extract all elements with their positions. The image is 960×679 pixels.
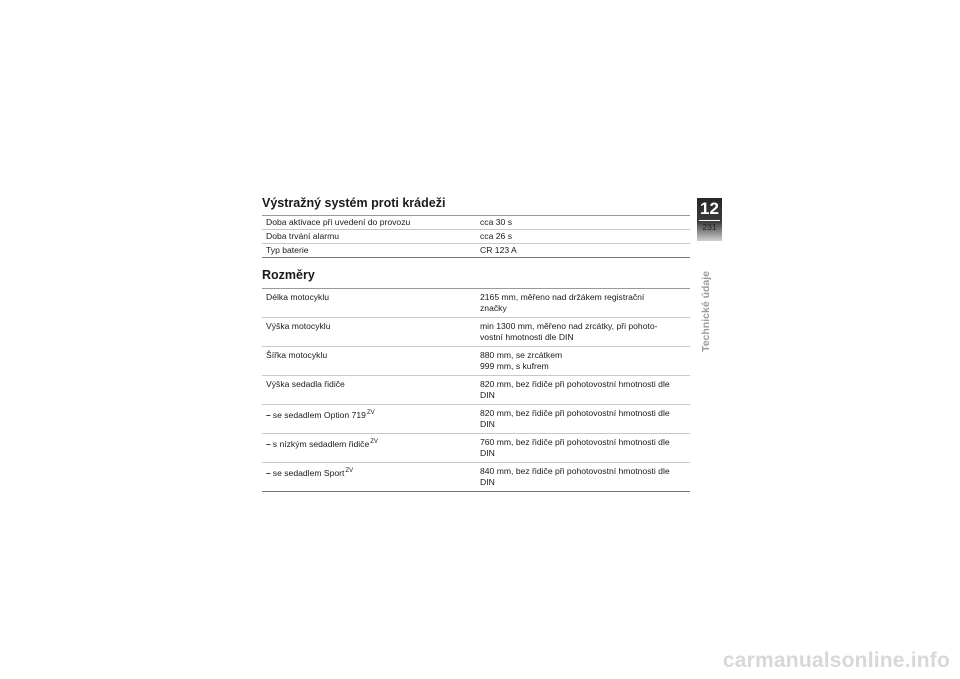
label-text: s nízkým sedadlem řidiče: [272, 439, 370, 449]
row-label: Výška motocyklu: [262, 318, 480, 347]
table-row: [262, 289, 690, 318]
watermark: carmanualsonline.info: [722, 649, 950, 672]
dash-marker: –: [266, 439, 271, 449]
value-line: vostní hmotnosti dle DIN: [480, 332, 574, 342]
tab-divider: [699, 220, 720, 221]
row-value: [480, 347, 690, 376]
row-value: [480, 463, 690, 492]
row-value: [480, 376, 690, 405]
chapter-number: 12: [700, 199, 719, 218]
page-number: 231: [702, 222, 717, 232]
value-line: 820 mm, bez řidiče při pohotovostní hmotnosti dle: [480, 379, 670, 389]
value-line: 820 mm, bez řidiče při pohotovostní hmotnosti dle: [480, 408, 670, 418]
row-label: [262, 434, 480, 463]
option-marker: ZV: [370, 439, 378, 445]
table-row: [262, 376, 690, 405]
row-value: [480, 289, 690, 318]
row-value: cca 26 s: [480, 230, 690, 244]
side-title-text: Technické údaje: [700, 271, 712, 352]
value-line: značky: [480, 303, 507, 313]
value-line: 840 mm, bez řidiče při pohotovostní hmotnosti dle: [480, 466, 670, 476]
table-row: [262, 347, 690, 376]
row-label: [262, 405, 480, 434]
value-line: 999 mm, s kufrem: [480, 361, 549, 371]
row-label: Šířka motocyklu: [262, 347, 480, 376]
row-value: CR 123 A: [480, 244, 690, 258]
row-label: Doba trvání alarmu: [262, 230, 480, 244]
table-row: [262, 434, 690, 463]
table-row: [262, 216, 690, 230]
value-line: min 1300 mm, měřeno nad zrcátky, při pohoto-: [480, 321, 658, 331]
alarm-section-title: Výstražný systém proti krádeži: [262, 196, 446, 210]
value-line: 880 mm, se zrcátkem: [480, 350, 563, 360]
table-row: [262, 244, 690, 258]
row-label: Výška sedadla řidiče: [262, 376, 480, 405]
value-line: DIN: [480, 448, 495, 458]
alarm-table: [262, 215, 690, 258]
label-text: se sedadlem Sport: [272, 468, 345, 478]
table-row: [262, 318, 690, 347]
dimensions-section-title: Rozměry: [262, 268, 315, 282]
row-value: [480, 434, 690, 463]
row-value: [480, 318, 690, 347]
row-value: cca 30 s: [480, 216, 690, 230]
value-line: 760 mm, bez řidiče při pohotovostní hmotnosti dle: [480, 437, 670, 447]
row-label: Doba aktivace při uvedení do provozu: [262, 216, 480, 230]
row-value: [480, 405, 690, 434]
value-line: DIN: [480, 419, 495, 429]
label-text: se sedadlem Option 719: [272, 410, 366, 420]
table-row: [262, 230, 690, 244]
row-label: Délka motocyklu: [262, 289, 480, 318]
option-marker: ZV: [366, 410, 375, 416]
dash-marker: –: [266, 410, 271, 420]
page-content: [262, 195, 690, 492]
row-label: Typ baterie: [262, 244, 480, 258]
table-row: [262, 463, 690, 492]
chapter-tab: [697, 198, 722, 241]
dash-marker: –: [266, 468, 271, 478]
table-row: [262, 405, 690, 434]
dimensions-table: [262, 288, 690, 492]
value-line: 2165 mm, měřeno nad držákem registrační: [480, 292, 645, 302]
row-label: [262, 463, 480, 492]
value-line: DIN: [480, 477, 495, 487]
value-line: DIN: [480, 390, 495, 400]
option-marker: ZV: [345, 468, 354, 474]
